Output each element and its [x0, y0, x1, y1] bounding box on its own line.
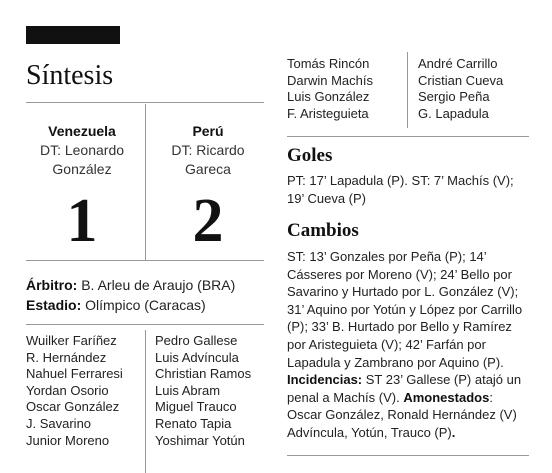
- lineup-divider: [145, 330, 146, 473]
- player: Yoshimar Yotún: [155, 432, 245, 448]
- divider: [26, 260, 264, 261]
- player: Wuilker Faríñez: [26, 333, 117, 348]
- divider: [287, 455, 529, 456]
- home-team-name: Venezuela: [48, 123, 116, 139]
- player: Miguel Trauco: [155, 399, 237, 415]
- stadium-value: Olímpico (Caracas): [81, 297, 206, 313]
- player: Renato Tapia: [155, 415, 232, 431]
- goals-heading: Goles: [287, 145, 333, 166]
- player: Sergio Peña: [418, 89, 490, 105]
- referee-line: [26, 276, 235, 295]
- player: Nahuel Ferraresi: [26, 366, 123, 382]
- player: G. Lapadula: [418, 105, 489, 121]
- home-score: 1: [66, 187, 98, 255]
- home-coach: DT: Leonardo: [39, 142, 125, 158]
- away-coach-surname: Gareca: [185, 161, 231, 177]
- player: Luis González: [287, 89, 370, 105]
- booked-text: : Oscar González, Ronald Hernández (V) Advíncula, Yotún, Trauco (P): [287, 389, 517, 440]
- divider: [26, 324, 264, 325]
- player: R. Hernández: [26, 349, 107, 365]
- player: Junior Moreno: [26, 432, 110, 448]
- away-team-name: Perú: [192, 123, 224, 139]
- changes-body: ST: 13’ Gonzales por Peña (P); 14’ Cásseres por Moreno (V); 24’ Bello por Savarino y Hurtado por L. González (V); 31’ Aquino por Yotún y López por Carrillo (P); 33’ B. Hurtado por Bello y Ramírez por Aristeguieta (V); 42’ Farfán por Lapadula y Zambrano por Aquino (P).: [287, 249, 523, 370]
- divider: [26, 102, 264, 103]
- player: Yordan Osorio: [26, 382, 109, 398]
- peru-lineup-1: [155, 333, 251, 449]
- player: André Carrillo: [418, 56, 498, 71]
- player: Tomás Rincón: [287, 56, 370, 71]
- lineup-divider: [407, 52, 408, 128]
- home-team-block: [26, 122, 138, 179]
- stadium-line: [26, 296, 206, 315]
- player: Cristian Cueva: [418, 72, 504, 88]
- away-team-block: [152, 122, 264, 179]
- goals-text: PT: 17’ Lapadula (P). ST: 7’ Machís (V); 19’ Cueva (P): [287, 173, 514, 206]
- player: Darwin Machís: [287, 72, 373, 88]
- player: J. Savarino: [26, 415, 92, 431]
- divider: [287, 136, 529, 137]
- incidents-label: Incidencias:: [287, 372, 363, 388]
- player: Christian Ramos: [155, 366, 252, 382]
- player: Pedro Gallese: [155, 333, 238, 348]
- page-title: Síntesis: [26, 60, 114, 91]
- player: Luis Abram: [155, 382, 221, 398]
- peru-lineup-2: [418, 56, 503, 122]
- away-score: 2: [192, 187, 224, 255]
- referee-label: Árbitro:: [26, 277, 78, 293]
- booked-label: Amonestados: [403, 389, 490, 405]
- referee-value: B. Arleu de Araujo (BRA): [77, 277, 236, 293]
- incidents-text: ST 23’ Gallese (P) atajó un penal a Machís (V).: [287, 372, 522, 405]
- stadium-label: Estadio:: [26, 297, 82, 313]
- player: F. Aristeguieta: [287, 105, 369, 121]
- score-divider: [145, 104, 146, 260]
- player: Oscar González: [26, 399, 120, 415]
- changes-text: [287, 248, 529, 442]
- player: Luis Advíncula: [155, 349, 239, 365]
- changes-heading: Cambios: [287, 220, 359, 241]
- home-coach-surname: González: [52, 161, 112, 177]
- venezuela-lineup-1: [26, 333, 123, 449]
- section-marker: [26, 26, 120, 44]
- away-coach: DT: Ricardo: [171, 142, 245, 158]
- end-mark: .: [451, 424, 456, 440]
- venezuela-lineup-2: [287, 56, 373, 122]
